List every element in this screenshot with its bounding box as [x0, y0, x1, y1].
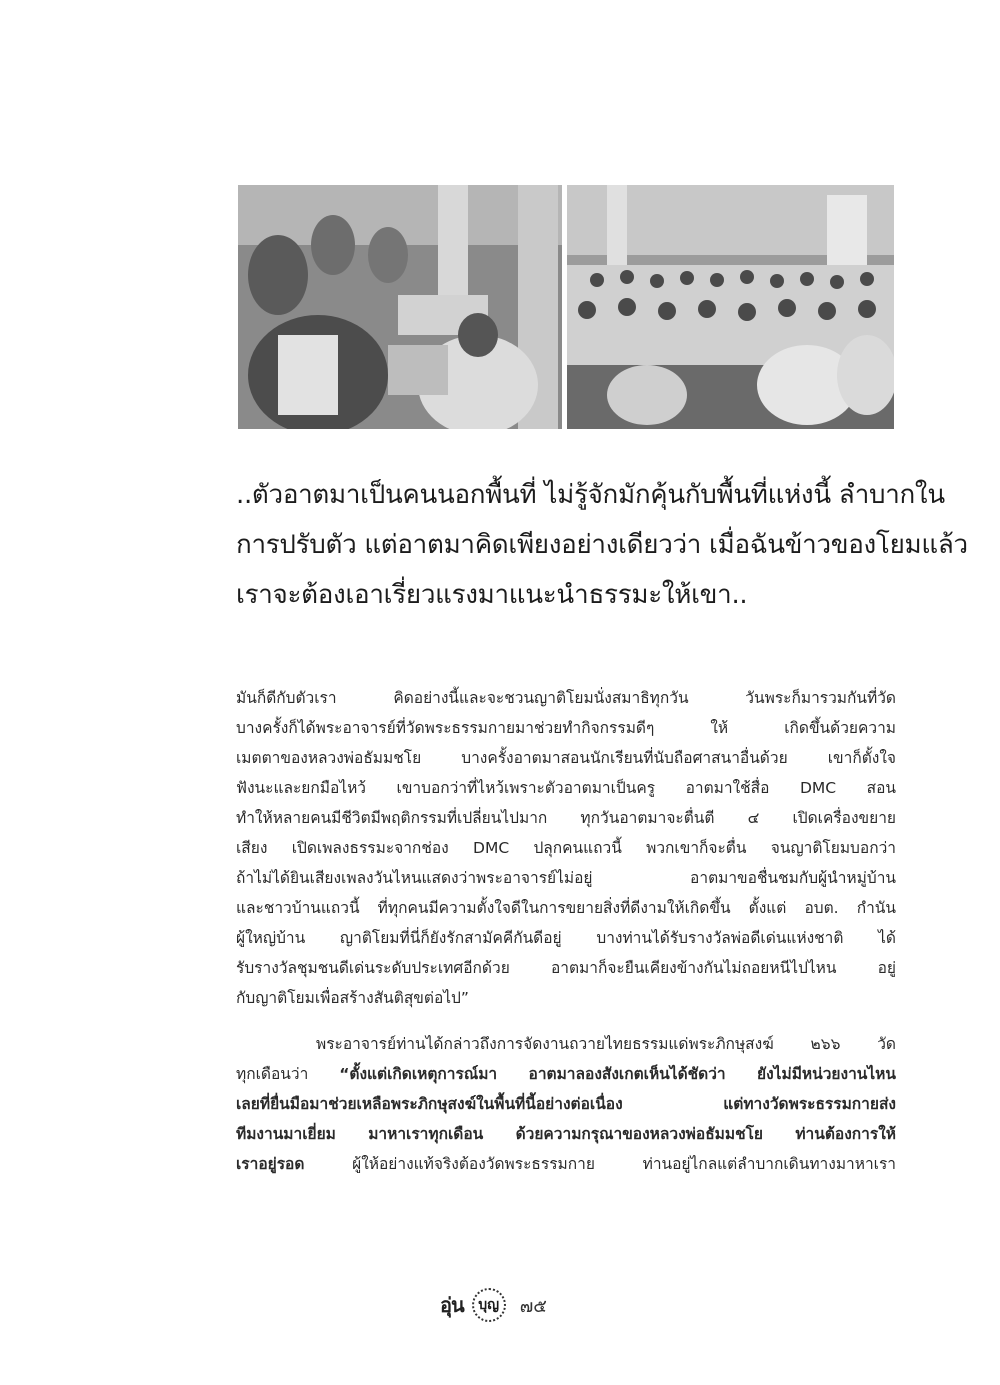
paragraph-line: ทีมงานมาเยี่ยม มาหาเราทุกเดือน ด้วยความกรุณาของหลวงพ่อธัมมชโย ท่านต้องการให้ [236, 1125, 896, 1143]
paragraph-line: เสียง เปิดเพลงธรรมะจากช่อง DMC ปลุกคนแถวนี้ พวกเขาก็จะตื่น จนญาติโยมบอกว่า [236, 839, 896, 857]
paragraph-line [236, 1029, 896, 1059]
pull-quote-line: การปรับตัว แต่อาตมาคิดเพียงอย่างเดียวว่า เมื่อฉันข้าวของโยมแล้ว [236, 530, 968, 560]
plain-text: พระอาจารย์ท่านได้กล่าวถึงการจัดงานถวายไทยธรรมแด่พระภิกษุสงฆ์ ๒๖๖ วัด [316, 1035, 896, 1053]
paragraph-line [236, 1149, 896, 1179]
photo-right-image [567, 185, 894, 429]
paragraph-line: และชาวบ้านแถวนี้ ที่ทุกคนมีความตั้งใจดีในการขยายสิ่งที่ดีงามให้เกิดขึ้น ตั้งแต่ อบต. กำนัน [236, 899, 896, 917]
page-footer [440, 1285, 547, 1325]
plain-text: ผู้ให้อย่างแท้จริงต้องวัดพระธรรมกาย ท่านอยู่ไกลแต่ลำบากเดินทางมาหาเรา [304, 1155, 896, 1173]
magazine-logo-circle [472, 1288, 506, 1322]
pull-quote-line: เราจะต้องเอาเรี่ยวแรงมาแนะนำธรรมะให้เขา.. [236, 580, 748, 610]
paragraph-line: ฟังนะและยกมือไหว้ เขาบอกว่าที่ไหว้เพราะตัวอาตมาเป็นครู อาตมาใช้สื่อ DMC สอน [236, 779, 896, 797]
paragraph-line: เมตตาของหลวงพ่อธัมมชโย บางครั้งอาตมาสอนนักเรียนที่นับถือศาสนาอื่นด้วย เขาก็ตั้งใจ [236, 749, 896, 767]
bold-quote-text: เราอยู่รอด [236, 1155, 305, 1173]
paragraph-line: เลยที่ยื่นมือมาช่วยเหลือพระภิกษุสงฆ์ในพื้นที่นี้อย่างต่อเนื่อง แต่ทางวัดพระธรรมกายส่ง [236, 1095, 896, 1113]
bold-quote-text: “ตั้งแต่เกิดเหตุการณ์มา อาตมาลองสังเกตเห็นได้ชัดว่า ยังไม่มีหน่วยงานไหน [339, 1065, 896, 1083]
paragraph-line [236, 1059, 896, 1089]
page-number: ๗๕ [519, 1295, 547, 1317]
magazine-logo-word: บุญ [478, 1297, 500, 1313]
pull-quote-line: ..ตัวอาตมาเป็นคนนอกพื้นที่ ไม่รู้จักมักคุ้นกับพื้นที่แห่งนี้ ลำบากใน [236, 480, 945, 510]
photo-monks-receiving-offerings [238, 185, 562, 429]
photo-meditation-gathering [567, 185, 894, 429]
paragraph-line: ทำให้หลายคนมีชีวิตมีพฤติกรรมที่เปลี่ยนไปมาก ทุกวันอาตมาจะตื่นตี ๔ เปิดเครื่องขยาย [236, 809, 896, 827]
paragraph-line: บางครั้งก็ได้พระอาจารย์ที่วัดพระธรรมกายมาช่วยทำกิจกรรมดีๆ ให้ เกิดขึ้นด้วยความ [236, 719, 896, 737]
pull-quote [236, 470, 968, 620]
paragraph-line: กับญาติโยมเพื่อสร้างสันติสุขต่อไป” [236, 989, 469, 1007]
paragraph-line: ผู้ใหญ่บ้าน ญาติโยมที่นี่ก็ยังรักสามัคคีกันดีอยู่ บางท่านได้รับรางวัลพ่อดีเด่นแห่งชาติ ได้ [236, 929, 896, 947]
paragraph-line: ถ้าไม่ได้ยินเสียงเพลงวันไหนแสดงว่าพระอาจารย์ไม่อยู่ อาตมาขอชื่นชมกับผู้นำหมู่บ้าน [236, 869, 896, 887]
plain-text: ทุกเดือนว่า [236, 1065, 340, 1083]
magazine-logo-word: อุ่น [440, 1293, 464, 1317]
paragraph-line: มันก็ดีกับตัวเรา คิดอย่างนี้และจะชวนญาติโยมนั่งสมาธิทุกวัน วันพระก็มารวมกันที่วัด [236, 689, 896, 707]
paragraph-line: รับรางวัลชุมชนดีเด่นระดับประเทศอีกด้วย อาตมาก็จะยืนเคียงข้างกันไม่ถอยหนีไปไหน อยู่ [236, 959, 896, 977]
photo-left-image [238, 185, 562, 429]
article-body [236, 683, 896, 1179]
